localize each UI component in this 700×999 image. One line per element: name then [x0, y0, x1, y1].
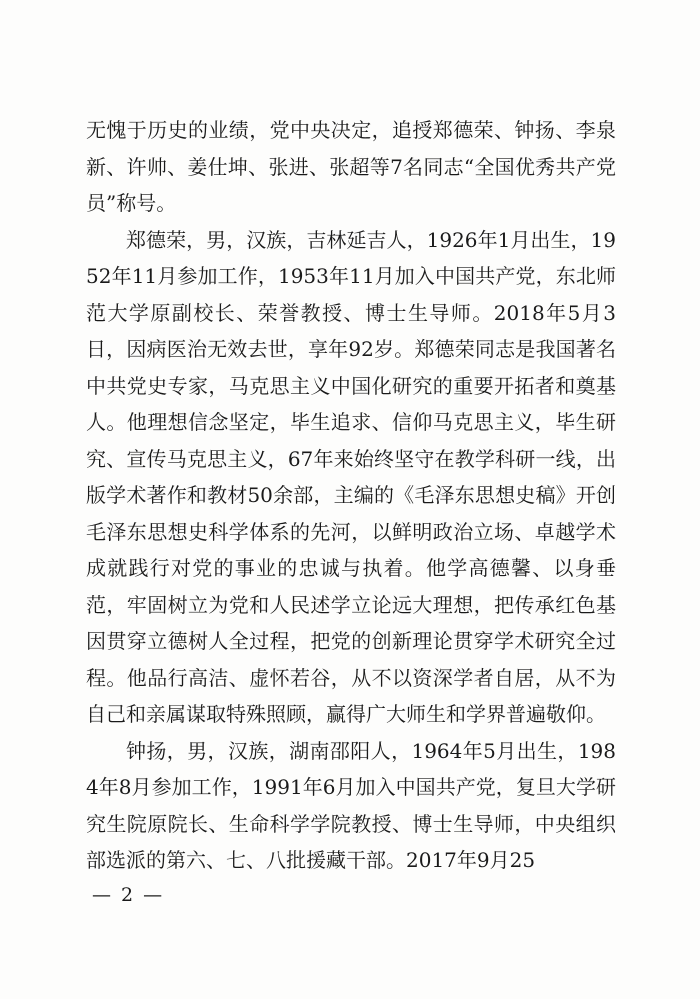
body-text — [86, 112, 616, 879]
page-number: — 2 — — [92, 884, 165, 906]
paragraph-zheng-derong: 郑德荣，男，汉族，吉林延吉人，1926年1月出生，1952年11月参加工作，1953年11月加入中国共产党，东北师范大学原副校长、荣誉教授、博士生导师。2018年5月3日，因病医治无效去世，享年92岁。郑德荣同志是我国著名中共党史专家，马克思主义中国化研究的重要开拓者和奠基人。他理想信念坚定，毕生追求、信仰马克思主义，毕生研究、宣传马克思主义，67年来始终坚守在教学科研一线，出版学术著作和教材50余部，主编的《毛泽东思想史稿》开创毛泽东思想史科学体系的先河，以鲜明政治立场、卓越学术成就践行对党的事业的忠诚与执着。他学高德馨、以身垂范，牢固树立为党和人民述学立论远大理想，把传承红色基因贯穿立德树人全过程，把党的创新理论贯穿学术研究全过程。他品行高洁、虚怀若谷，从不以资深学者自居，从不为自己和亲属谋取特殊照顾，赢得广大师生和学界普遍敬仰。 — [86, 227, 616, 726]
paragraph-zhong-yang: 钟扬，男，汉族，湖南邵阳人，1964年5月出生，1984年8月参加工作，1991年6月加入中国共产党，复旦大学研究生院原院长、生命科学学院教授、博士生导师，中央组织部选派的第六、七、八批援藏干部。2017年9月25 — [86, 738, 616, 872]
paragraph-continuation: 无愧于历史的业绩，党中央决定，追授郑德荣、钟扬、李泉新、许帅、姜仕坤、张进、张超等7名同志“全国优秀共产党员”称号。 — [86, 118, 616, 215]
